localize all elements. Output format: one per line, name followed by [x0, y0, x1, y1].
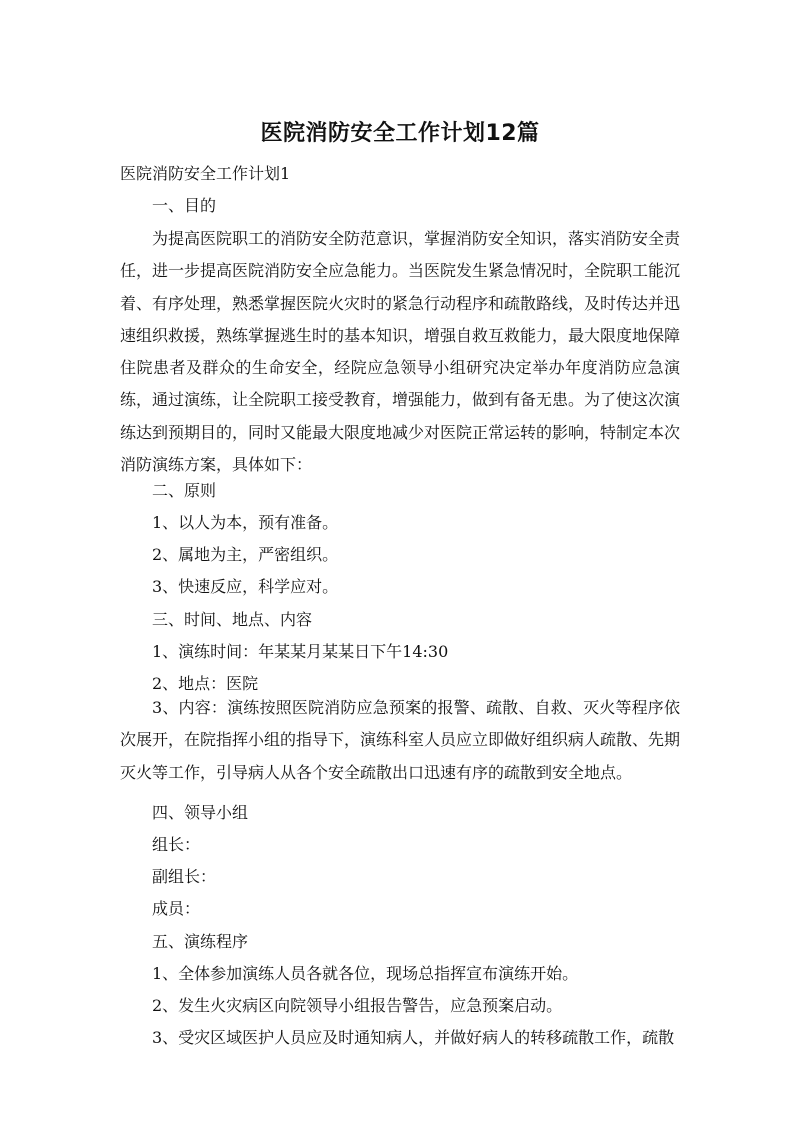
section-heading-leadership: 四、领导小组	[152, 803, 249, 822]
section-heading-purpose: 一、目的	[152, 196, 217, 215]
place-item: 2、地点：医院	[152, 674, 259, 693]
purpose-paragraph: 为提高医院职工的消防安全防范意识，掌握消防安全知识，落实消防安全责任，进一步提高医院消防安全应急能力。当医院发生紧急情况时，全院职工能沉着、有序处理，熟悉掌握医院火灾时的紧急行动程序和疏散路线，及时传达并迅速组织救援，熟练掌握逃生时的基本知识，增强自救互救能力，最大限度地保障住院患者及群众的生命安全，经院应急领导小组研究决定举办年度消防应急演练，通过演练，让全院职工接受教育，增强能力，做到有备无患。为了使这次演练达到预期目的，同时又能最大限度地减少对医院正常运转的影响，特制定本次消防演练方案，具体如下：	[120, 229, 681, 475]
procedure-step: 1、全体参加演练人员各就各位，现场总指挥宣布演练开始。	[152, 964, 579, 983]
deputy-leader-line: 副组长：	[152, 867, 217, 886]
content-paragraph: 3、内容：演练按照医院消防应急预案的报警、疏散、自救、灭火等程序依次展开，在院指挥小组的指导下，演练科室人员应立即做好组织病人疏散、先期灭火等工作，引导病人从各个安全疏散出口迅速有序的疏散到安全地点。	[120, 698, 681, 782]
section-heading-principles: 二、原则	[152, 481, 217, 500]
document-subtitle: 医院消防安全工作计划1	[120, 164, 291, 183]
time-item: 1、演练时间：年某某月某某日下午14:30	[152, 642, 449, 661]
principle-item: 3、快速反应，科学应对。	[152, 577, 339, 596]
procedure-step: 2、发生火灾病区向院领导小组报告警告，应急预案启动。	[152, 996, 563, 1015]
section-heading-procedure: 五、演练程序	[152, 932, 249, 951]
members-line: 成员：	[152, 899, 201, 918]
leader-line: 组长：	[152, 835, 201, 854]
section-heading-time-place-content: 三、时间、地点、内容	[152, 610, 313, 629]
principle-item: 1、以人为本，预有准备。	[152, 513, 339, 532]
document-title: 医院消防安全工作计划12篇	[260, 121, 540, 146]
procedure-step: 3、受灾区域医护人员应及时通知病人，并做好病人的转移疏散工作，疏散	[152, 1028, 675, 1047]
principle-item: 2、属地为主，严密组织。	[152, 545, 339, 564]
